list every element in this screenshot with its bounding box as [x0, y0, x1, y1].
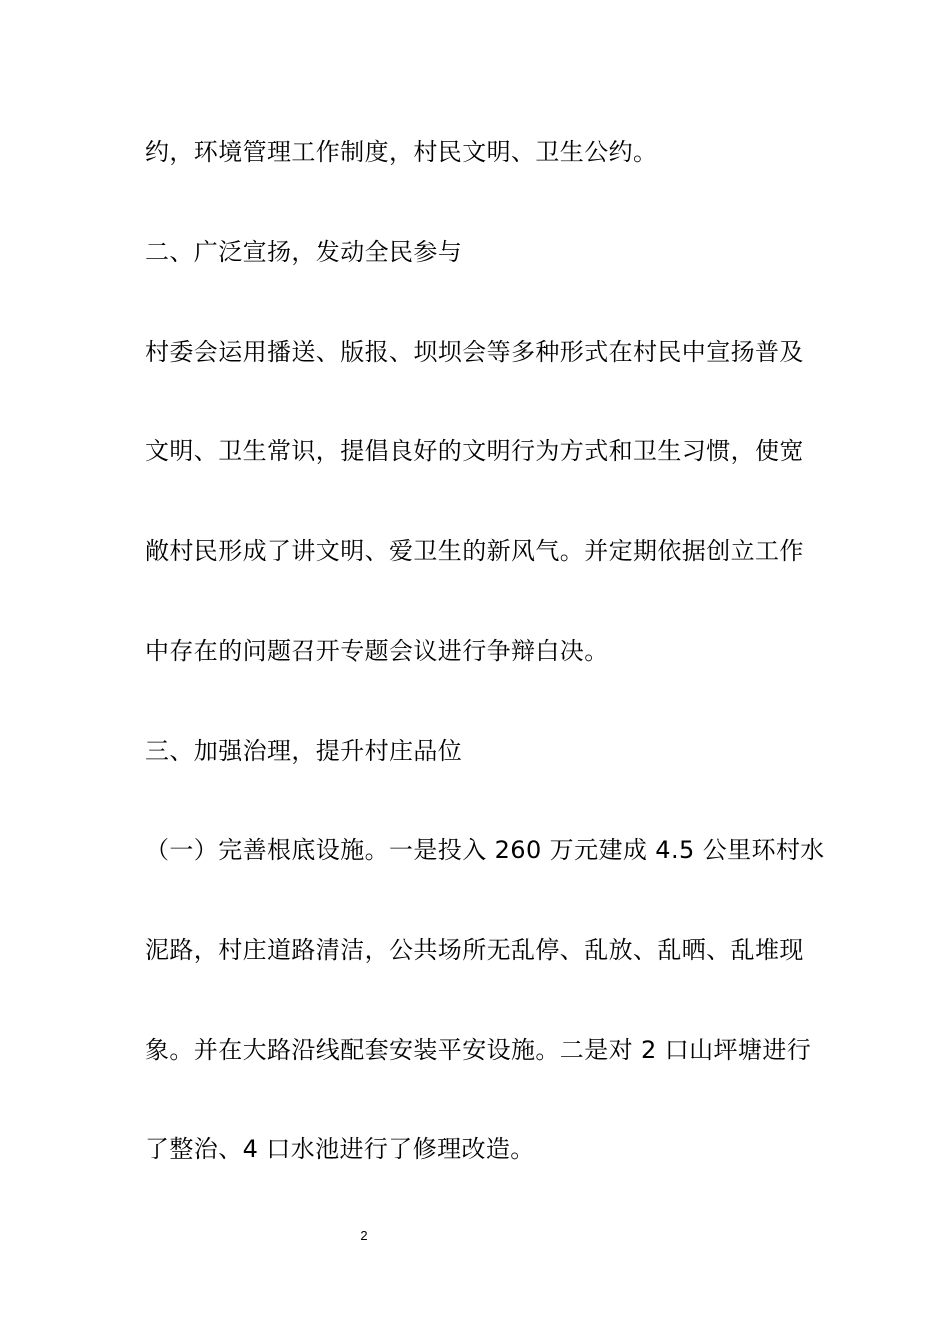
text-line-4: 文明、卫生常识，提倡良好的文明行为方式和卫生习惯，使宽: [145, 437, 804, 465]
text-line-9: 泥路，村庄道路清洁，公共场所无乱停、乱放、乱晒、乱堆现: [145, 936, 804, 964]
text-line-1: 约，环境管理工作制度，村民文明、卫生公约。: [145, 138, 658, 166]
text-line-10: 象。并在大路沿线配套安装平安设施。二是对 2 口山坪塘进行: [145, 1036, 812, 1064]
section-heading-3: 三、加强治理，提升村庄品位: [145, 737, 463, 765]
text-line-3: 村委会运用播送、版报、坝坝会等多种形式在村民中宣扬普及: [145, 338, 804, 366]
text-line-6: 中存在的问题召开专题会议进行争辩白决。: [145, 637, 609, 665]
section-heading-2: 二、广泛宣扬，发动全民参与: [145, 238, 463, 266]
text-line-8: （一）完善根底设施。一是投入 260 万元建成 4.5 公里环村水: [145, 836, 825, 864]
text-line-5: 敞村民形成了讲文明、爱卫生的新风气。并定期依据创立工作: [145, 537, 804, 565]
page-number: 2: [360, 1228, 368, 1243]
text-line-11: 了整治、4 口水池进行了修理改造。: [145, 1135, 535, 1163]
